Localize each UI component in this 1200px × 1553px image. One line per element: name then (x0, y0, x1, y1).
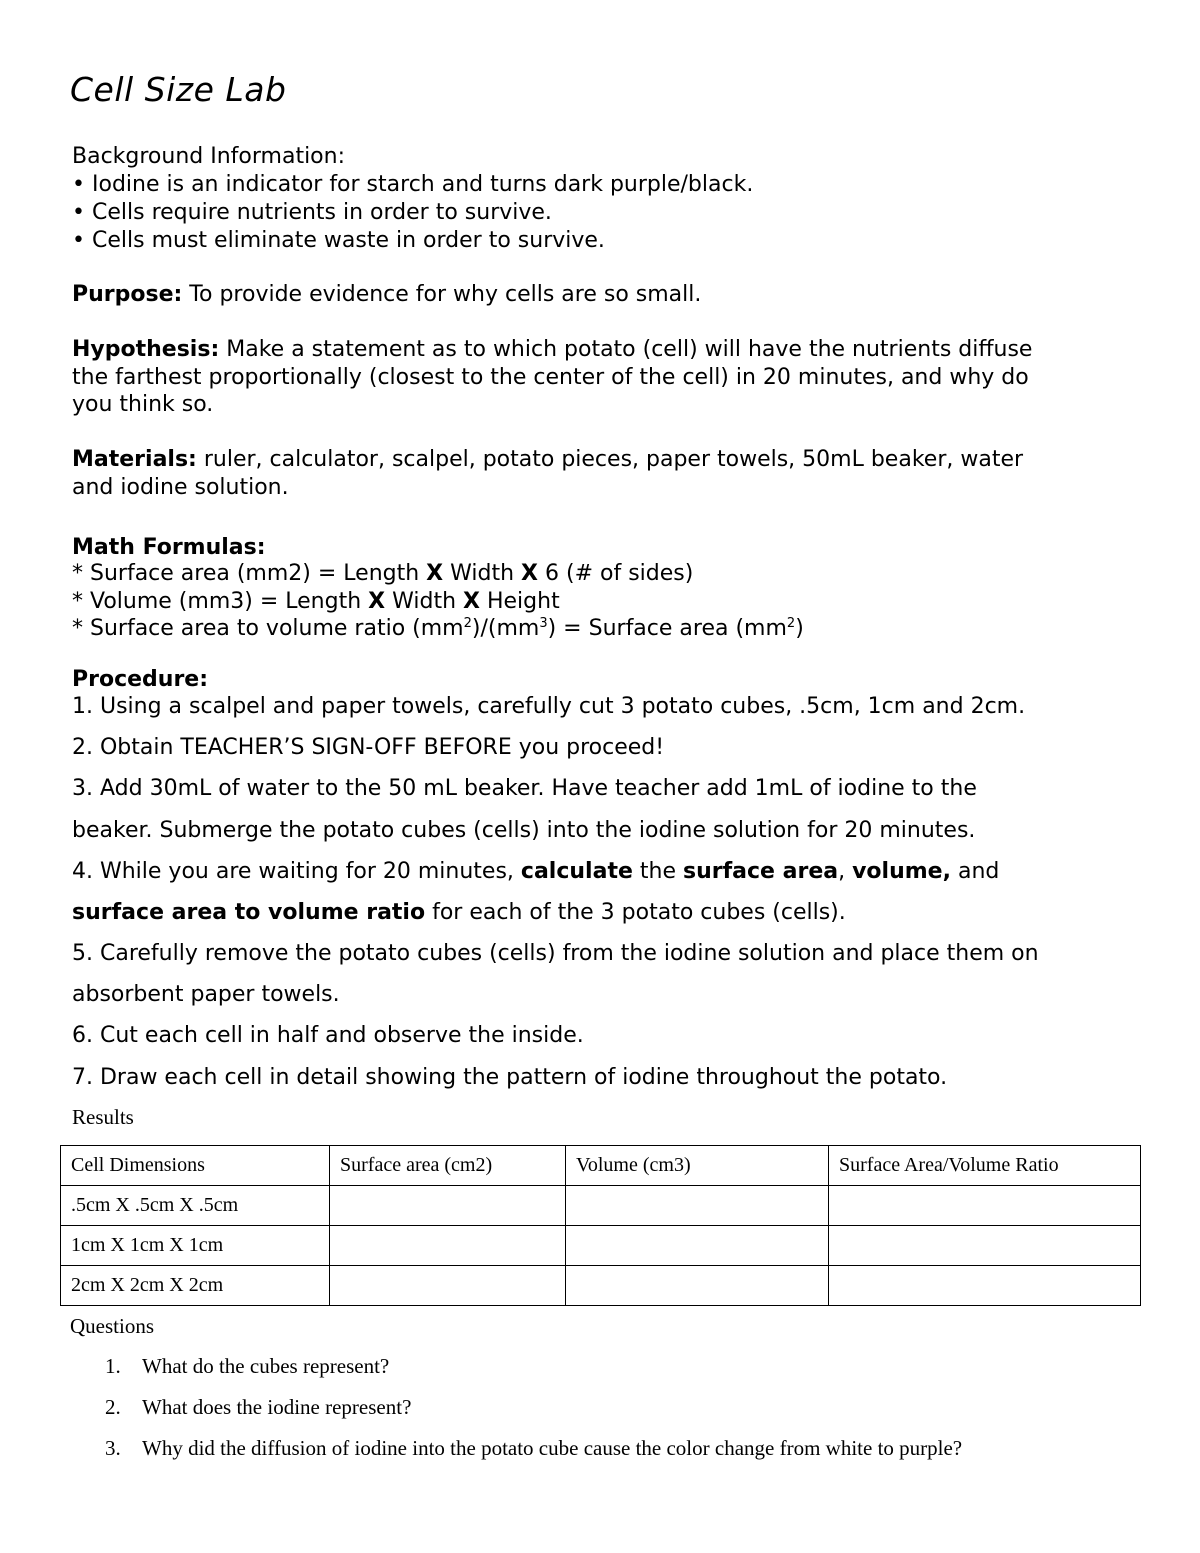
questions-label: Questions (70, 1314, 154, 1338)
background-bullet: • Cells require nutrients in order to survive. (72, 200, 552, 225)
question-number: 2. (105, 1395, 121, 1419)
procedure-step: 4. While you are waiting for 20 minutes, calculate the surface area, volume, and (72, 859, 1000, 884)
bullet-icon: • (72, 172, 85, 197)
table-cell[interactable] (330, 1266, 566, 1306)
table-row (61, 1266, 1141, 1306)
formula-surface-area: * Surface area (mm2) = Length X Width X 6 (# of sides) (72, 561, 694, 586)
results-table (60, 1145, 1141, 1306)
procedure-step: absorbent paper towels. (72, 982, 340, 1007)
procedure-step: 1. Using a scalpel and paper towels, carefully cut 3 potato cubes, .5cm, 1cm and 2cm. (72, 694, 1026, 719)
table-header-cell: Surface Area/Volume Ratio (829, 1146, 1141, 1186)
procedure-step: 6. Cut each cell in half and observe the inside. (72, 1023, 584, 1048)
background-bullet: • Iodine is an indicator for starch and turns dark purple/black. (72, 172, 754, 197)
procedure-step: beaker. Submerge the potato cubes (cells) into the iodine solution for 20 minutes. (72, 818, 976, 843)
procedure-step: 5. Carefully remove the potato cubes (cells) from the iodine solution and place them on (72, 941, 1039, 966)
question-number: 1. (105, 1354, 121, 1378)
table-cell[interactable] (566, 1226, 829, 1266)
background-heading: Background Information: (72, 144, 346, 169)
bullet-icon: • (72, 228, 85, 253)
question-text: Why did the diffusion of iodine into the potato cube cause the color change from white to purple? (142, 1436, 963, 1460)
purpose-text: To provide evidence for why cells are so small. (182, 282, 702, 307)
table-cell[interactable] (566, 1266, 829, 1306)
table-cell: 2cm X 2cm X 2cm (61, 1266, 330, 1306)
table-header-cell: Surface area (cm2) (330, 1146, 566, 1186)
procedure-step: 7. Draw each cell in detail showing the pattern of iodine throughout the potato. (72, 1065, 948, 1090)
table-cell[interactable] (829, 1226, 1141, 1266)
page-title: Cell Size Lab (70, 70, 287, 109)
table-cell[interactable] (829, 1266, 1141, 1306)
hypothesis-label: Hypothesis: (72, 337, 220, 362)
table-header-cell: Volume (cm3) (566, 1146, 829, 1186)
table-cell[interactable] (566, 1186, 829, 1226)
table-header-row (61, 1146, 1141, 1186)
table-cell: 1cm X 1cm X 1cm (61, 1226, 330, 1266)
background-bullet: • Cells must eliminate waste in order to survive. (72, 228, 605, 253)
results-label: Results (72, 1105, 134, 1129)
formula-volume: * Volume (mm3) = Length X Width X Height (72, 589, 560, 614)
materials-line: and iodine solution. (72, 475, 289, 500)
hypothesis-line: you think so. (72, 392, 214, 417)
procedure-label: Procedure: (72, 667, 209, 692)
procedure-step: 3. Add 30mL of water to the 50 mL beaker. Have teacher add 1mL of iodine to the (72, 776, 977, 801)
question-number: 3. (105, 1436, 121, 1460)
table-header-cell: Cell Dimensions (61, 1146, 330, 1186)
materials-label: Materials: (72, 447, 197, 472)
table-row (61, 1226, 1141, 1266)
procedure-step: 2. Obtain TEACHER’S SIGN-OFF BEFORE you proceed! (72, 735, 665, 760)
table-row (61, 1186, 1141, 1226)
purpose-line (72, 281, 701, 309)
table-cell[interactable] (829, 1186, 1141, 1226)
table-cell[interactable] (330, 1186, 566, 1226)
purpose-label: Purpose: (72, 282, 183, 307)
materials-line: Materials: ruler, calculator, scalpel, potato pieces, paper towels, 50mL beaker, water (72, 447, 1024, 472)
hypothesis-line: the farthest proportionally (closest to the center of the cell) in 20 minutes, and why do (72, 365, 1029, 390)
table-cell: .5cm X .5cm X .5cm (61, 1186, 330, 1226)
hypothesis-line: Hypothesis: Make a statement as to which potato (cell) will have the nutrients diffuse (72, 337, 1033, 362)
procedure-step: surface area to volume ratio for each of the 3 potato cubes (cells). (72, 900, 846, 925)
question-text: What does the iodine represent? (142, 1395, 412, 1419)
bullet-icon: • (72, 200, 85, 225)
question-text: What do the cubes represent? (142, 1354, 390, 1378)
table-cell[interactable] (330, 1226, 566, 1266)
math-formulas-label: Math Formulas: (72, 535, 266, 560)
formula-ratio: * Surface area to volume ratio $(mm^2)/(mm^3)$ = Surface area $(mm^2)$ (72, 616, 804, 641)
